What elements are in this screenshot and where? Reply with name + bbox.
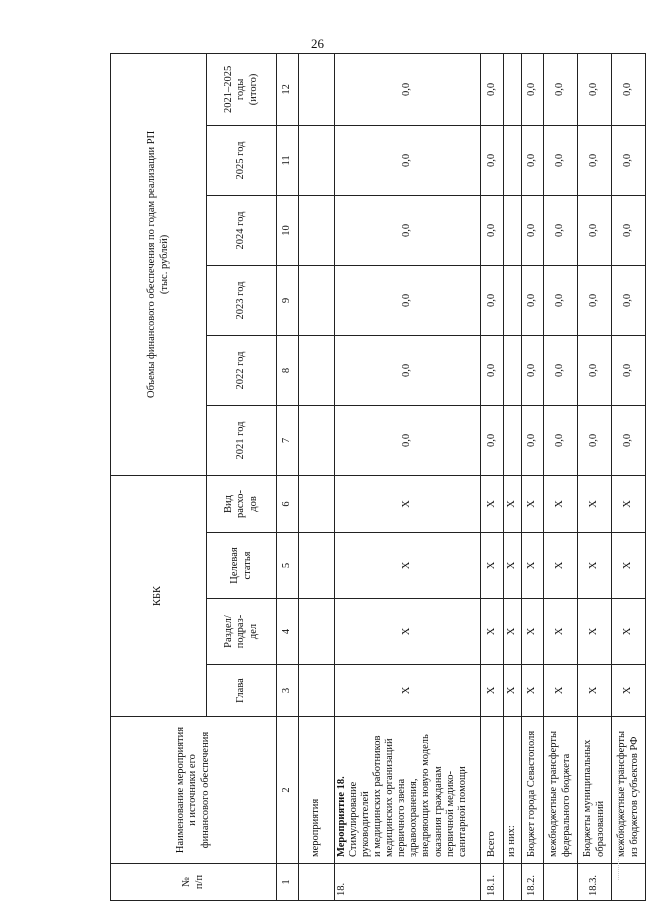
scan-artifact xyxy=(618,770,622,880)
row-number: 18.3. xyxy=(578,864,612,901)
row-value: 0,0 xyxy=(522,265,544,335)
row-number: 18.1. xyxy=(481,864,504,901)
header-year-2: 2022 год xyxy=(207,335,277,405)
row-value xyxy=(504,335,522,405)
row-value: 0,0 xyxy=(544,265,578,335)
event-value-total: 0,0 xyxy=(335,53,481,125)
header-year-total: 2021–2025 годы (итого) xyxy=(207,53,277,125)
row-kbk: X xyxy=(578,665,612,717)
table-row xyxy=(578,53,612,900)
event-value-2023: 0,0 xyxy=(335,265,481,335)
header-name: Наименование мероприятия и источники его финансового обеспечения xyxy=(111,717,277,864)
row-kbk: X xyxy=(578,599,612,665)
col-number: 7 xyxy=(277,405,299,475)
row-value: 0,0 xyxy=(612,335,646,405)
event-value-2024: 0,0 xyxy=(335,195,481,265)
col-number: 12 xyxy=(277,53,299,125)
col-number: 5 xyxy=(277,533,299,599)
col-number: 3 xyxy=(277,665,299,717)
table-row xyxy=(544,53,578,900)
row-kbk: X xyxy=(578,475,612,532)
row-value: 0,0 xyxy=(612,195,646,265)
row-kbk: X xyxy=(578,533,612,599)
row-value xyxy=(504,265,522,335)
row-kbk: X xyxy=(612,475,646,532)
row-value: 0,0 xyxy=(544,53,578,125)
row-value: 0,0 xyxy=(612,405,646,475)
row-kbk: X xyxy=(612,599,646,665)
financing-table xyxy=(110,53,646,901)
row-value: 0,0 xyxy=(544,335,578,405)
row-value xyxy=(504,195,522,265)
event-value-2021: 0,0 xyxy=(335,405,481,475)
row-kbk: X xyxy=(504,665,522,717)
row-kbk: X xyxy=(544,533,578,599)
row-kbk: X xyxy=(612,665,646,717)
event-title: Мероприятие 18. xyxy=(336,776,347,857)
col-number: 8 xyxy=(277,335,299,405)
row-value: 0,0 xyxy=(578,265,612,335)
row-value: 0,0 xyxy=(522,405,544,475)
row-kbk: X xyxy=(481,665,504,717)
event-kbk-type: X xyxy=(335,475,481,532)
row-value: 0,0 xyxy=(578,405,612,475)
row-kbk: X xyxy=(504,599,522,665)
row-kbk: X xyxy=(481,599,504,665)
col-number: 6 xyxy=(277,475,299,532)
event-row xyxy=(335,53,481,900)
header-year-1: 2021 год xyxy=(207,405,277,475)
header-kbk-col-4: Вид расхо- дов xyxy=(207,475,277,532)
row-value: 0,0 xyxy=(522,335,544,405)
row-value: 0,0 xyxy=(481,335,504,405)
continuation-row xyxy=(299,53,335,900)
row-value: 0,0 xyxy=(481,125,504,195)
row-value: 0,0 xyxy=(481,195,504,265)
row-value xyxy=(504,53,522,125)
row-name: Всего xyxy=(481,717,504,864)
header-year-5: 2025 год xyxy=(207,125,277,195)
row-value: 0,0 xyxy=(578,195,612,265)
row-kbk: X xyxy=(504,475,522,532)
col-number: 11 xyxy=(277,125,299,195)
event-kbk-section: X xyxy=(335,599,481,665)
event-value-2022: 0,0 xyxy=(335,335,481,405)
table-row xyxy=(481,53,504,900)
header-kbk-col-3: Целевая статья xyxy=(207,533,277,599)
row-kbk: X xyxy=(504,533,522,599)
row-value xyxy=(504,405,522,475)
header-kbk: КБК xyxy=(111,475,207,716)
row-value: 0,0 xyxy=(544,195,578,265)
header-volumes: Объемы финансового обеспечения по годам реализации РП (тыс. рублей) xyxy=(111,53,207,475)
table-viewport xyxy=(110,54,640,901)
row-value: 0,0 xyxy=(612,125,646,195)
row-name: межбюджетные трансферты федерального бюджета xyxy=(544,717,578,864)
row-number xyxy=(612,864,646,901)
rotated-table-container xyxy=(110,54,640,901)
page-number: 26 xyxy=(311,36,324,51)
row-kbk: X xyxy=(522,475,544,532)
table-row xyxy=(522,53,544,900)
row-value: 0,0 xyxy=(578,125,612,195)
row-value: 0,0 xyxy=(481,53,504,125)
row-value: 0,0 xyxy=(481,405,504,475)
row-value: 0,0 xyxy=(544,125,578,195)
column-numbers-row xyxy=(277,53,299,900)
row-value: 0,0 xyxy=(612,265,646,335)
row-value: 0,0 xyxy=(481,265,504,335)
row-value: 0,0 xyxy=(544,405,578,475)
header-kbk-col-1: Глава xyxy=(207,665,277,717)
row-number: 18.2. xyxy=(522,864,544,901)
row-kbk: X xyxy=(544,599,578,665)
header-num: № п/п xyxy=(111,864,277,901)
col-number: 1 xyxy=(277,864,299,901)
row-value: 0,0 xyxy=(578,335,612,405)
event-number: 18. xyxy=(335,864,481,901)
event-description-cell xyxy=(335,717,481,864)
event-value-2025: 0,0 xyxy=(335,125,481,195)
row-value xyxy=(504,125,522,195)
header-year-3: 2023 год xyxy=(207,265,277,335)
row-kbk: X xyxy=(544,475,578,532)
table-row xyxy=(612,53,646,900)
row-kbk: X xyxy=(522,599,544,665)
header-kbk-col-2: Раздел/ подраз- дел xyxy=(207,599,277,665)
col-number: 9 xyxy=(277,265,299,335)
event-description: Стимулирование руководителей и медицинских работников медицинских организаций первичного звена здравоохранения, внедряющих новую модель оказания гражданам первичной медико- санитарной помощи xyxy=(348,734,468,857)
row-kbk: X xyxy=(522,533,544,599)
row-name: Бюджет города Севастополя xyxy=(522,717,544,864)
row-kbk: X xyxy=(612,533,646,599)
row-name: из них: xyxy=(504,717,522,864)
col-number: 4 xyxy=(277,599,299,665)
row-kbk: X xyxy=(481,475,504,532)
row-name: межбюджетные трансферты из бюджетов субъектов РФ xyxy=(612,717,646,864)
row-value: 0,0 xyxy=(522,125,544,195)
col-number: 10 xyxy=(277,195,299,265)
event-kbk-target: X xyxy=(335,533,481,599)
header-row-1 xyxy=(111,53,207,900)
table-row xyxy=(504,53,522,900)
col-number: 2 xyxy=(277,717,299,864)
header-year-4: 2024 год xyxy=(207,195,277,265)
event-kbk-chapter: X xyxy=(335,665,481,717)
row-kbk: X xyxy=(522,665,544,717)
continuation-text: мероприятия xyxy=(299,717,335,864)
row-value: 0,0 xyxy=(522,195,544,265)
row-value: 0,0 xyxy=(612,53,646,125)
row-kbk: X xyxy=(481,533,504,599)
row-name: Бюджеты муниципальных образований xyxy=(578,717,612,864)
row-value: 0,0 xyxy=(578,53,612,125)
row-number xyxy=(544,864,578,901)
row-kbk: X xyxy=(544,665,578,717)
row-number xyxy=(504,864,522,901)
row-value: 0,0 xyxy=(522,53,544,125)
